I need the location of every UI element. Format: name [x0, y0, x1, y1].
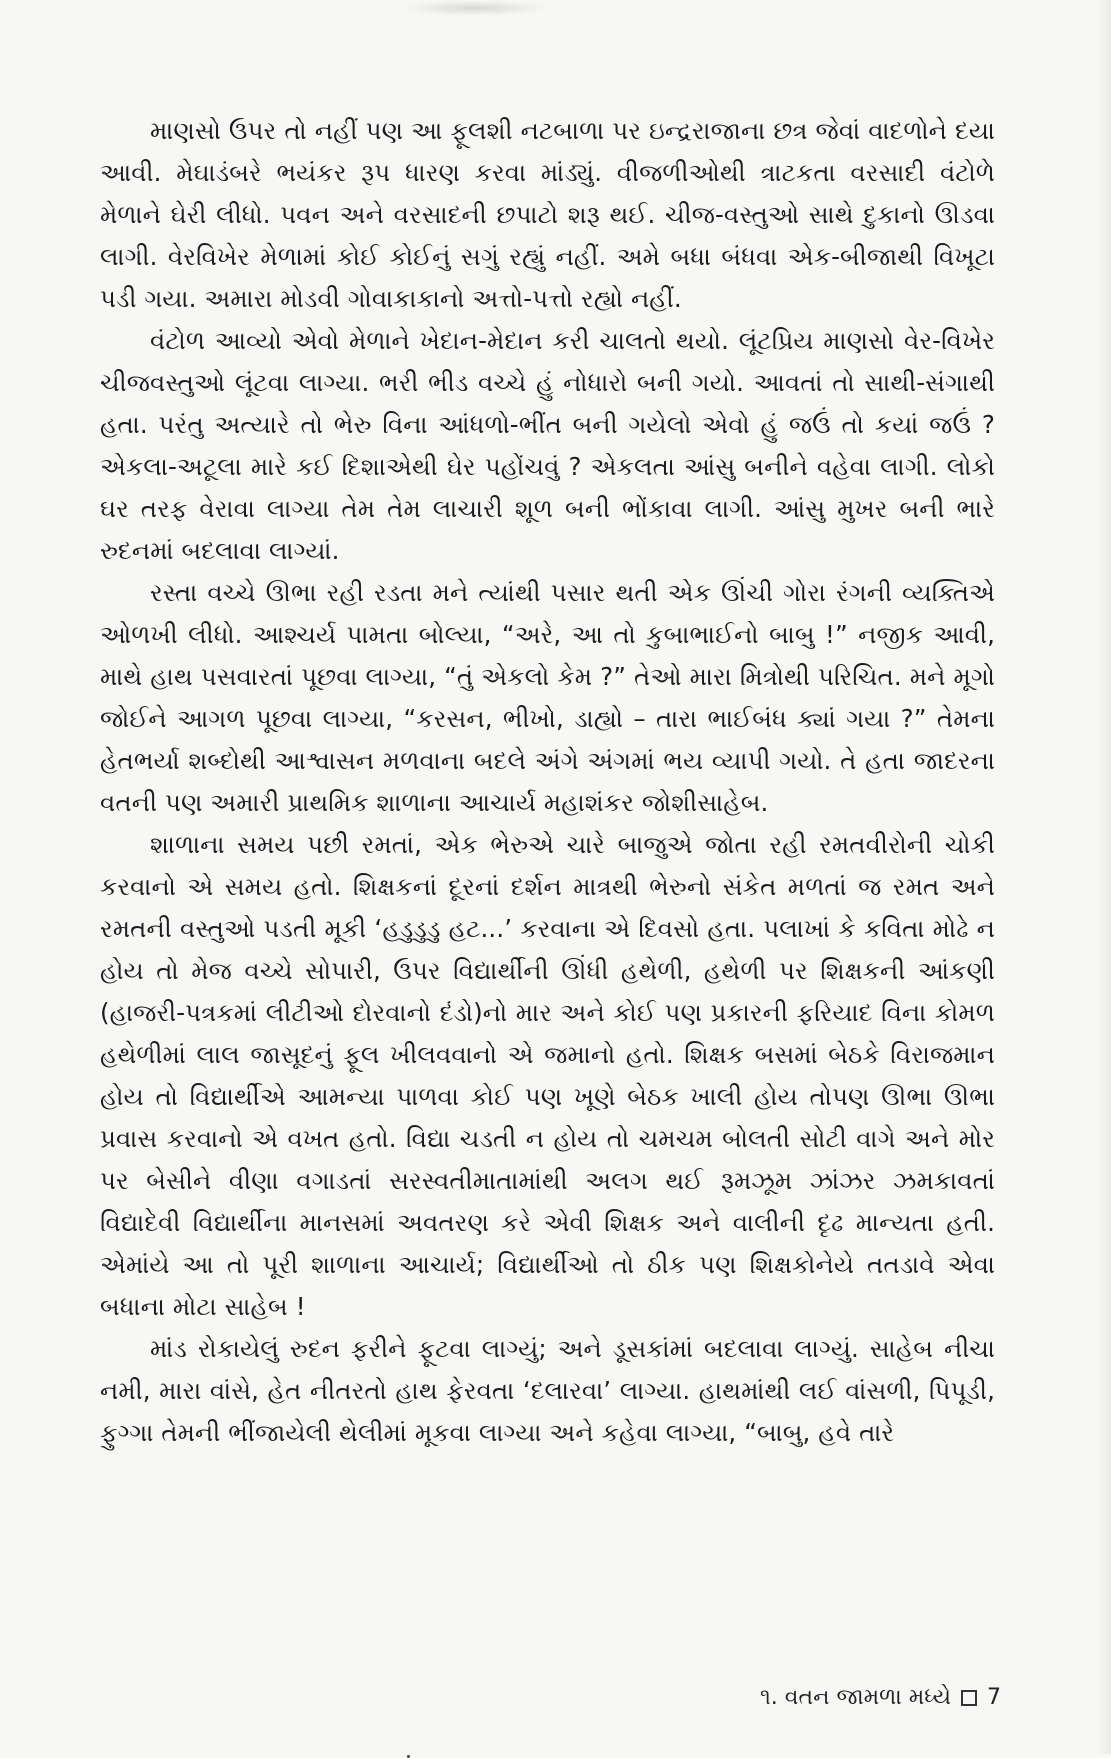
paragraph: શાળાના સમય પછી રમતાં, એક ભેરુએ ચારે બાજુએ જોતા રહી રમતવીરોની ચોકી કરવાનો એ સમય હતો. શિક્ષકનાં દૂરનાં દર્શન માત્રથી ભેરુનો સંકેત મળતાં જ રમત અને રમતની વસ્તુઓ પડતી મૂકી ‘હડુડુડુ હટ...’ કરવાના એ દિવસો હતા. પલાખાં કે કવિતા મોઢે ન હોય તો મેજ વચ્ચે સોપારી, ઉપર વિદ્યાર્થીની ઊંધી હથેળી, હથેળી પર શિક્ષકની આંકણી (હાજરી-પત્રકમાં લીટીઓ દોરવાનો દંડો)નો માર અને કોઈ પણ પ્રકારની ફરિયાદ વિના કોમળ હથેળીમાં લાલ જાસૂદનું ફૂલ ખીલવવાનો એ જમાનો હતો. શિક્ષક બસમાં બેઠકે વિરાજમાન હોય તો વિદ્યાર્થીએ આમન્યા પાળવા કોઈ પણ ખૂણે બેઠક ખાલી હોય તોપણ ઊભા ઊભા પ્રવાસ કરવાનો એ વખત હતો. વિદ્યા ચડતી ન હોય તો ચમચમ બોલતી સોટી વાગે અને મોર પર બેસીને વીણા વગાડતાં સરસ્વતીમાતામાંથી અલગ થઈ રૂમઝૂમ ઝાંઝર ઝમકાવતાં વિદ્યાદેવી વિદ્યાર્થીના માનસમાં અવતરણ કરે એવી શિક્ષક અને વાલીની દૃઢ માન્યતા હતી. એમાંયે આ તો પૂરી શાળાના આચાર્ય; વિદ્યાર્થીઓ તો ઠીક પણ શિક્ષકોનેયે તતડાવે એવા બધાના મોટા સાહેબ !: [100, 830, 995, 1321]
paragraph: રસ્તા વચ્ચે ઊભા રહી રડતા મને ત્યાંથી પસાર થતી એક ઊંચી ગોરા રંગની વ્યક્તિએ ઓળખી લીધો. આશ્ચર્ય પામતા બોલ્યા, “અરે, આ તો કુબાભાઈનો બાબુ !” નજીક આવી, માથે હાથ પસવારતાં પૂછવા લાગ્યા, “તું એકલો કેમ ?” તેઓ મારા મિત્રોથી પરિચિત. મને મૂગો જોઈને આગળ પૂછવા લાગ્યા, “કરસન, ભીખો, ડાહ્યો – તારા ભાઈબંધ ક્યાં ગયા ?” તેમના હેતભર્યા શબ્દોથી આશ્વાસન મળવાના બદલે અંગે અંગમાં ભય વ્યાપી ગયો. તે હતા જાદરના વતની પણ અમારી પ્રાથમિક શાળાના આચાર્ય મહાશંકર જોશીસાહેબ.: [100, 578, 995, 817]
page-body: [100, 110, 995, 1454]
page-number: 7: [987, 1685, 1001, 1710]
paragraph: માંડ રોકાયેલું રુદન ફરીને ફૂટવા લાગ્યું; અને ડૂસકાંમાં બદલાવા લાગ્યું. સાહેબ નીચા નમી, મારા વાંસે, હેત નીતરતો હાથ ફેરવતા ‘દલારવા’ લાગ્યા. હાથમાંથી લઈ વાંસળી, પિપૂડી, ફુગ્ગા તેમની ભીંજાયેલી થેલીમાં મૂકવા લાગ્યા અને કહેવા લાગ્યા, “બાબુ, હવે તારે: [100, 1334, 996, 1447]
page-footer: [760, 1684, 1001, 1712]
paragraph: માણસો ઉપર તો નહીં પણ આ ફૂલશી નટબાળા પર ઇન્દ્રરાજાના છત્ર જેવાં વાદળોને દયા આવી. મેઘાડંબરે ભયંકર રૂપ ધારણ કરવા માંડ્યું. વીજળીઓથી ત્રાટકતા વરસાદી વંટોળે મેળાને ઘેરી લીધો. પવન અને વરસાદની છપાટો શરૂ થઈ. ચીજ-વસ્તુઓ સાથે દુકાનો ઊડવા લાગી. વેરવિખેર મેળામાં કોઈ કોઈનું સગું રહ્યું નહીં. અમે બધા બંધવા એક-બીજાથી વિખૂટા પડી ગયા. અમારા મોડવી ગોવાકાકાનો અત્તો-પત્તો રહ્યો નહીં.: [100, 116, 995, 313]
paragraph: વંટોળ આવ્યો એવો મેળાને ખેદાન-મેદાન કરી ચાલતો થયો. લૂંટપ્રિય માણસો વેર-વિખેર ચીજવસ્તુઓ લૂંટવા લાગ્યા. ભરી ભીડ વચ્ચે હું નોધારો બની ગયો. આવતાં તો સાથી-સંગાથી હતા. પરંતુ અત્યારે તો ભેરુ વિના આંધળો-ભીંત બની ગયેલો એવો હું જઉં તો કયાં જઉં ? એકલા-અટૂલા મારે કઈ દિશાએથી ઘેર પહોંચવું ? એકલતા આંસુ બનીને વહેવા લાગી. લોકો ઘર તરફ વેરાવા લાગ્યા તેમ તેમ લાચારી શૂળ બની ભોંકાવા લાગી. આંસુ મુખર બની ભારે રુદનમાં બદલાવા લાગ્યાં.: [100, 326, 995, 565]
box-icon: [961, 1690, 977, 1706]
scan-smudge: [400, 0, 550, 16]
chapter-title: ૧. વતન જામળા મધ્યે: [760, 1685, 951, 1710]
page-edge: [1097, 0, 1111, 1754]
